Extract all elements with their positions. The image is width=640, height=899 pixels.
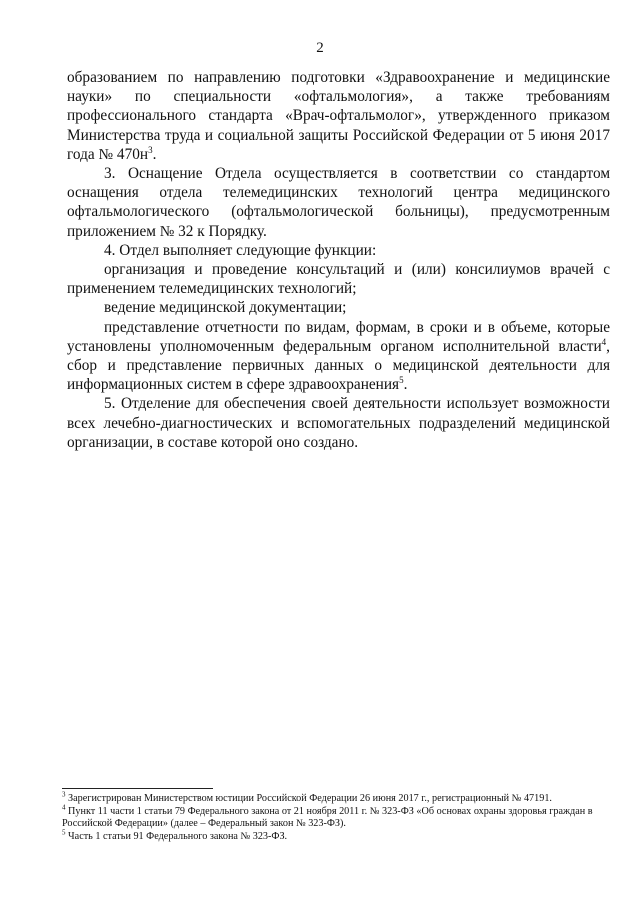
footnotes	[62, 790, 610, 843]
paragraph-end: .	[403, 376, 408, 394]
footnote-text: Пункт 11 части 1 статьи 79 Федерального закона от 21 ноября 2011 г. № 323-ФЗ «Об основах охраны здоровья граждан в Российской Федерации» (далее – Федеральный закон № 323-ФЗ).	[62, 805, 593, 830]
paragraph-3: 3. Оснащение Отдела осуществляется в соответствии со стандартом оснащения отдела телемедицинских технологий центра медицинского офтальмологического (офтальмологической больницы), предусмотренным приложением № 32 к Порядку.	[67, 165, 610, 240]
paragraph-4: 4. Отдел выполняет следующие функции:	[104, 241, 377, 259]
footnote-ref: 4	[601, 336, 607, 347]
function-item-reporting	[67, 318, 610, 395]
paragraph-text: образованием по направлению подготовки «Здравоохранение и медицинские науки» по специальности «офтальмология», а также требованиям профессионального стандарта «Врач-офтальмолог», утвержденного приказом Министерства труда и социальной защиты Российской Федерации от 5 июня 2017 года № 470н	[67, 69, 610, 163]
footnote-text: Зарегистрирован Министерством юстиции Российской Федерации 26 июня 2017 г., регистрационный № 47191.	[65, 793, 552, 804]
footnote-mark: 5	[62, 828, 66, 837]
paragraph-5: 5. Отделение для обеспечения своей деятельности использует возможности всех лечебно-диагностических и вспомогательных подразделений медицинской организации, в составе которой оно создано.	[67, 395, 610, 451]
footnote-mark: 4	[62, 803, 66, 812]
footnote-separator	[62, 788, 213, 789]
function-item-consultations: организация и проведение консультаций и (или) консилиумов врачей с применением телемедицинских технологий;	[67, 261, 610, 298]
paragraph-text: , сбор и представление первичных данных о медицинской деятельности для информационных систем в сфере здравоохранения	[67, 337, 610, 394]
page-number: 2	[316, 40, 324, 56]
footnote-5	[62, 828, 610, 844]
footnote-ref: 5	[399, 375, 404, 386]
footnote-4	[62, 803, 610, 831]
function-item-documentation: ведение медицинской документации;	[104, 299, 347, 317]
footnote-3	[62, 790, 610, 806]
paragraph-end: .	[152, 145, 157, 163]
paragraph-text: представление отчетности по видам, формам, в сроки и в объеме, которые установлены уполномоченным федеральным органом исполнительной власти	[67, 318, 610, 355]
footnote-text: Часть 1 статьи 91 Федерального закона № 323-ФЗ.	[65, 830, 288, 842]
document-body	[67, 68, 610, 452]
paragraph-continuation	[67, 68, 610, 164]
footnote-ref: 3	[148, 144, 153, 155]
footnote-mark: 3	[62, 790, 66, 799]
